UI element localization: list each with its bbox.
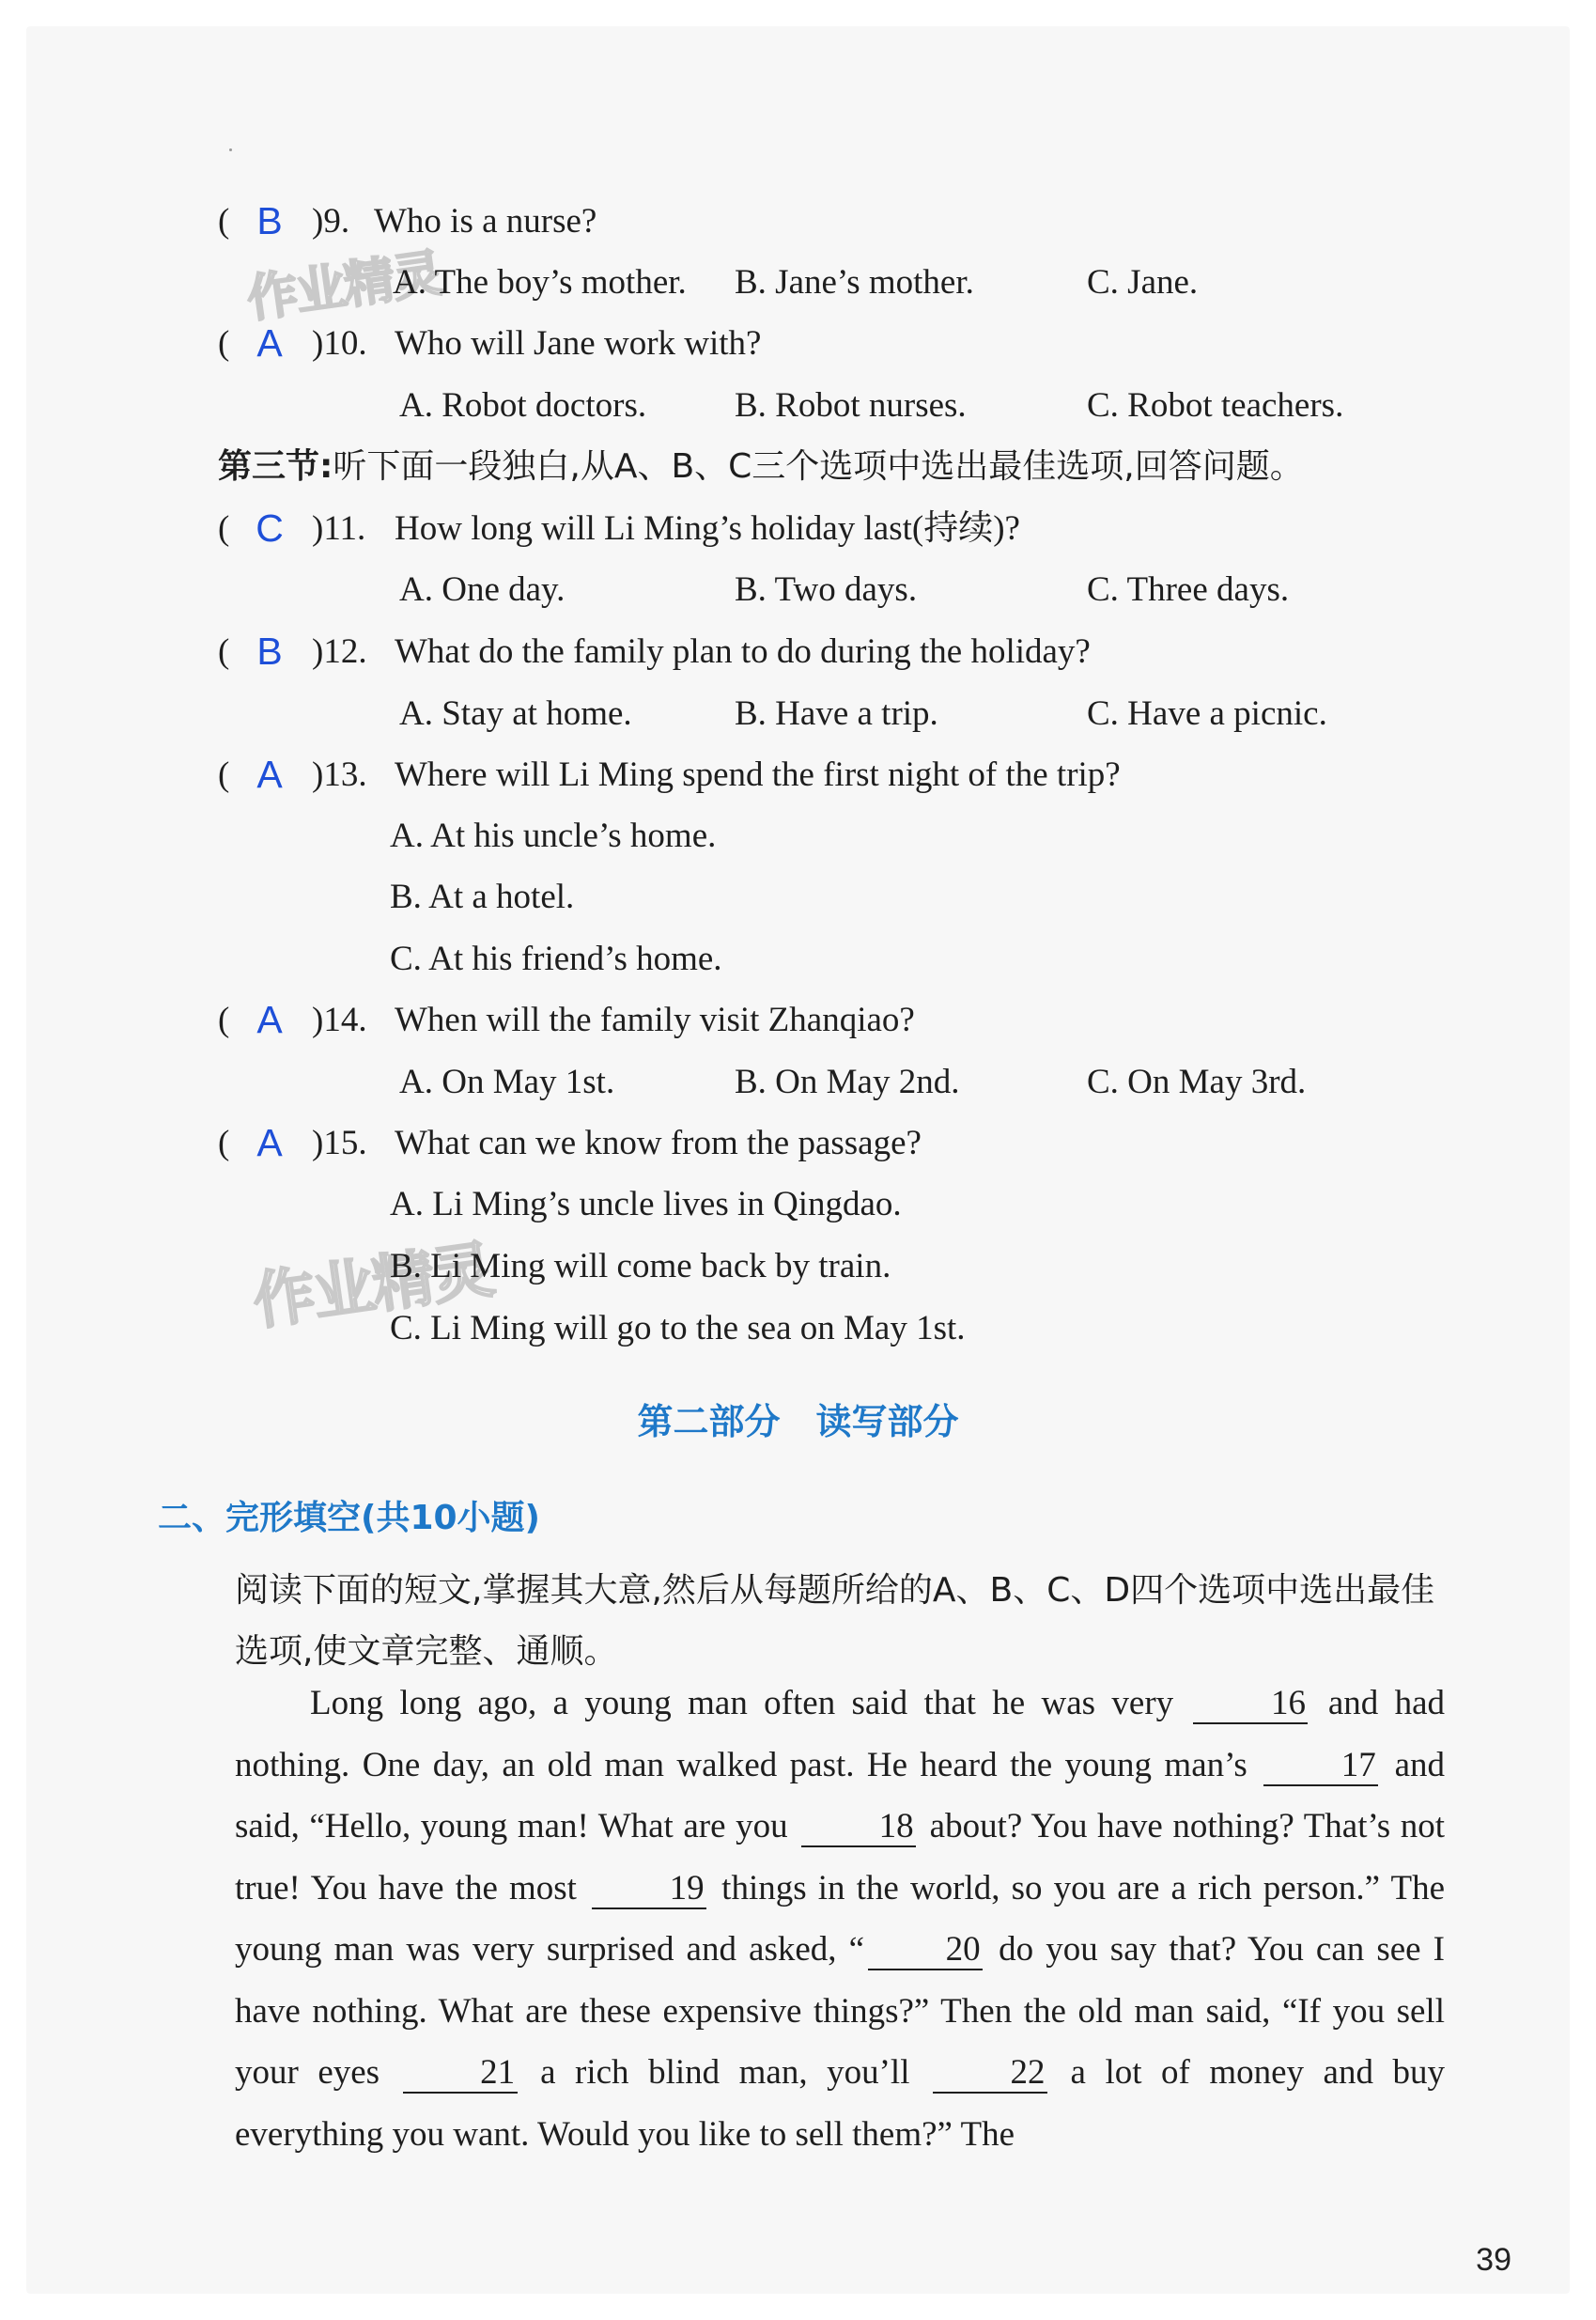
- cloze-passage: [235, 1673, 1445, 2165]
- option-a: A. One day.: [399, 570, 566, 609]
- passage-segment: do you say that? You can see I have nothing. What are these expensive things?” Then the old man said, “If you sell your eyes: [235, 1930, 1446, 2092]
- option-c: C. Li Ming will go to the sea on May 1st.: [390, 1309, 966, 1347]
- option-b: B. Have a trip.: [735, 694, 938, 733]
- answer-paren: (: [218, 632, 230, 671]
- question-number: )14.: [312, 1001, 367, 1039]
- blank-19: 19: [592, 1870, 706, 1909]
- option-a: A. Stay at home.: [399, 694, 632, 733]
- answer-paren: (: [218, 202, 230, 241]
- blank-20: 20: [868, 1931, 983, 1970]
- option-c: C. At his friend’s home.: [390, 940, 722, 978]
- blank-21: 21: [403, 2054, 518, 2094]
- passage-segment: a lot of money and buy everything you want. Would you like to sell them?” The: [235, 2053, 1445, 2154]
- passage-segment: a rich blind man, you’ll: [520, 2053, 929, 2092]
- page-number: 39: [1476, 2242, 1511, 2278]
- answer-paren: (: [218, 1001, 230, 1039]
- watermark-top: 作业精灵: [243, 242, 445, 330]
- answer-paren: (: [218, 1124, 230, 1162]
- question-number: )15.: [312, 1124, 367, 1162]
- answer-letter: A: [256, 753, 283, 796]
- option-b: B. At a hotel.: [390, 878, 575, 916]
- option-b: B. On May 2nd.: [735, 1063, 960, 1101]
- blank-17: 17: [1263, 1747, 1378, 1786]
- option-a: A. The boy’s mother.: [393, 263, 687, 302]
- blank-22: 22: [933, 2054, 1047, 2094]
- option-c: C. Three days.: [1087, 570, 1290, 609]
- option-b: B. Li Ming will come back by train.: [390, 1247, 891, 1285]
- cloze-heading: 二、完形填空(共10小题): [158, 1499, 541, 1537]
- question-number: )11.: [312, 509, 366, 548]
- scan-speck: [229, 148, 232, 151]
- question-text: Where will Li Ming spend the first night of the trip?: [395, 755, 1121, 794]
- option-c: C. Jane.: [1087, 263, 1199, 302]
- watermark-bottom: 作业精灵: [248, 1233, 497, 1339]
- section-3-heading: [218, 445, 1304, 489]
- question-text: When will the family visit Zhanqiao?: [395, 1001, 915, 1039]
- passage-segment: and had nothing. One day, an old man walked past. He heard the young man’s: [235, 1684, 1445, 1784]
- passage-segment: Long long ago, a young man often said that he was very: [310, 1684, 1190, 1722]
- option-a: A. Robot doctors.: [399, 386, 647, 425]
- answer-letter: A: [256, 998, 283, 1041]
- passage-segment: about? You have nothing? That’s not true! You have the most: [235, 1807, 1445, 1907]
- answer-letter: B: [256, 630, 283, 673]
- question-number: )10.: [312, 324, 367, 363]
- question-text: Who will Jane work with?: [395, 324, 762, 363]
- passage-segment: and said, “Hello, young man! What are you: [235, 1745, 1445, 1845]
- question-text: What do the family plan to do during the holiday?: [395, 632, 1091, 671]
- answer-paren: (: [218, 755, 230, 794]
- answer-paren: (: [218, 324, 230, 363]
- question-text: How long will Li Ming’s holiday last(持续)?: [395, 509, 1020, 548]
- option-c: C. Robot teachers.: [1087, 386, 1344, 425]
- answer-letter: A: [256, 1121, 283, 1164]
- option-b: B. Robot nurses.: [735, 386, 967, 425]
- option-c: C. On May 3rd.: [1087, 1063, 1307, 1101]
- question-number: )12.: [312, 632, 367, 671]
- question-text: Who is a nurse?: [374, 202, 597, 241]
- option-a: A. On May 1st.: [399, 1063, 615, 1101]
- blank-16: 16: [1193, 1685, 1308, 1724]
- blank-18: 18: [801, 1808, 916, 1847]
- option-a: A. At his uncle’s home.: [390, 817, 717, 855]
- section-3-label: 第三节:: [218, 447, 333, 486]
- answer-letter: B: [256, 199, 283, 242]
- section-3-text: 听下面一段独白,从A、B、C三个选项中选出最佳选项,回答问题。: [333, 447, 1304, 486]
- option-a: A. Li Ming’s uncle lives in Qingdao.: [390, 1185, 902, 1223]
- question-number: )9.: [312, 202, 350, 241]
- answer-letter: A: [256, 321, 283, 365]
- question-number: )13.: [312, 755, 367, 794]
- question-text: What can we know from the passage?: [395, 1124, 922, 1162]
- cloze-instruction: 阅读下面的短文,掌握其大意,然后从每题所给的A、B、C、D四个选项中选出最佳选项,使文章完整、通顺。: [235, 1571, 1435, 1671]
- option-b: B. Two days.: [735, 570, 918, 609]
- option-c: C. Have a picnic.: [1087, 694, 1327, 733]
- answer-letter: C: [256, 506, 284, 550]
- passage-segment: things in the world, so you are a rich person.” The young man was very surprised and asked, “: [235, 1868, 1445, 1969]
- part-2-title: 第二部分 读写部分: [637, 1401, 959, 1442]
- answer-paren: (: [218, 509, 230, 548]
- option-b: B. Jane’s mother.: [735, 263, 974, 302]
